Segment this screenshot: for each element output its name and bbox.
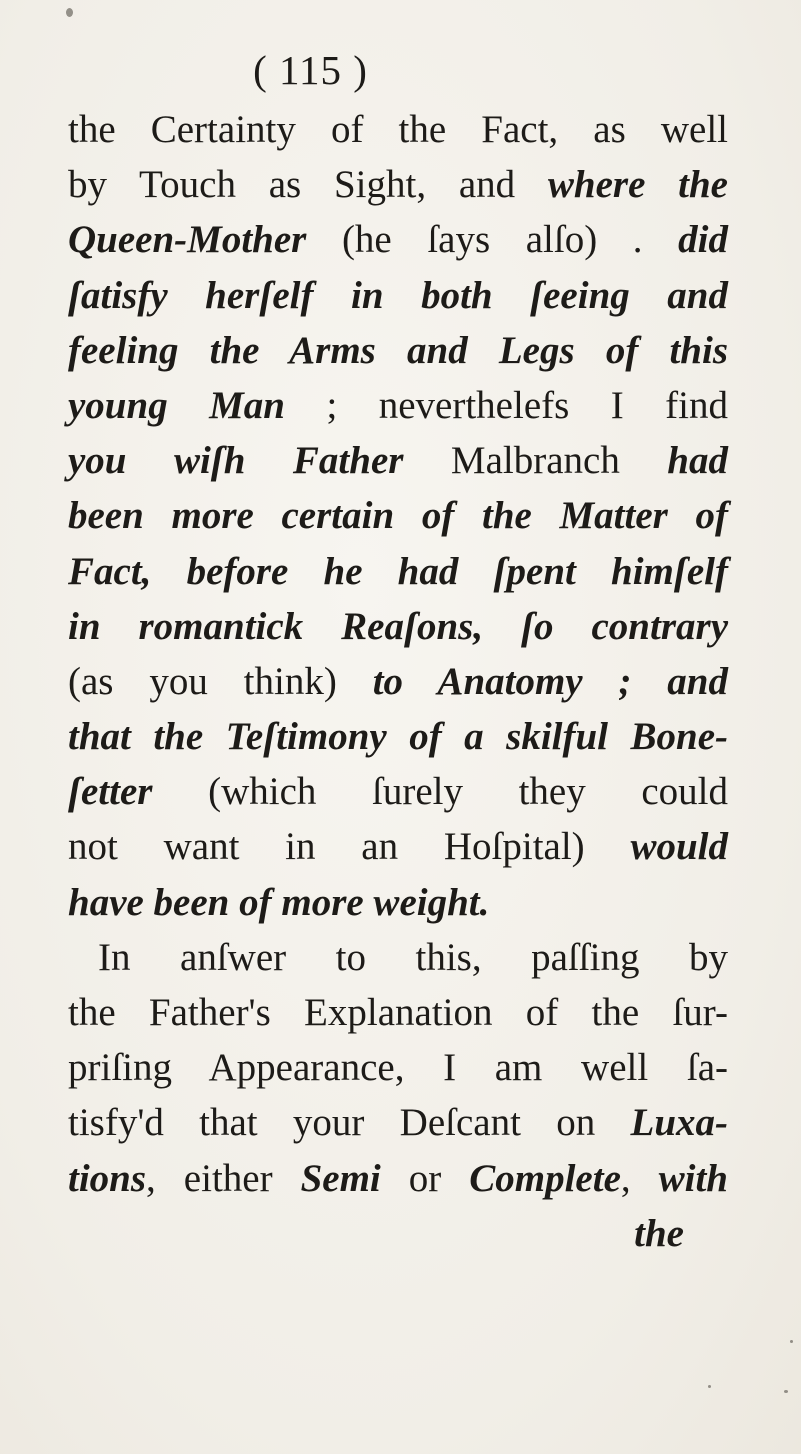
italic-run: would <box>630 825 728 869</box>
paper-speck <box>790 1340 793 1343</box>
catchword <box>68 1206 728 1261</box>
paper-speck <box>784 1390 788 1393</box>
text-line <box>68 654 728 709</box>
roman-run: , either <box>146 1156 301 1200</box>
italic-run: ſetter <box>68 770 153 814</box>
roman-run: , <box>620 1156 659 1200</box>
italic-run: Complete <box>469 1156 621 1200</box>
roman-run: (he ſays alſo) . <box>306 218 679 262</box>
italic-run: Semi <box>300 1156 381 1200</box>
italic-run: Fact, before he had ſpent himſelf <box>68 549 728 593</box>
text-line <box>68 930 728 985</box>
text-line <box>68 599 728 654</box>
italic-run: young Man <box>68 383 286 427</box>
roman-run: (which ſurely they could <box>152 770 728 814</box>
text-line <box>68 544 728 599</box>
text-line <box>68 1095 728 1150</box>
italic-run: with <box>658 1156 728 1200</box>
page-number: ( 115 ) <box>253 47 368 93</box>
roman-run: priſing Appearance, I am well ſa- <box>68 1046 728 1090</box>
italic-run: Queen-Mother <box>68 218 307 262</box>
roman-run: by Touch as Sight, and <box>68 163 548 207</box>
roman-run: the Father's Explanation of the ſur- <box>68 991 728 1034</box>
roman-run: not want in an Hoſpital) <box>68 825 631 869</box>
italic-run: did <box>678 218 728 262</box>
text-line <box>68 433 728 488</box>
text-line <box>68 268 728 323</box>
text-line <box>68 102 728 157</box>
paper-speck <box>66 8 73 17</box>
italic-run: feeling the Arms and Legs of this <box>68 328 728 372</box>
text-line <box>68 488 728 543</box>
italic-run: ſatisfy herſelf in both ſeeing and <box>68 273 728 317</box>
italic-run: the <box>634 1211 684 1255</box>
italic-run: have been of more weight. <box>68 880 490 924</box>
italic-run: Luxa- <box>630 1101 728 1145</box>
text-line <box>68 1151 728 1206</box>
text-line <box>68 1040 728 1095</box>
roman-run: or <box>380 1156 470 1200</box>
text-line <box>68 323 728 378</box>
italic-run: to Anatomy ; and <box>372 659 728 703</box>
text-line <box>68 875 728 930</box>
italic-run: that the Teſtimony of a skilful Bone- <box>68 715 728 759</box>
text-line <box>68 157 728 212</box>
roman-run: Malbranch <box>403 439 668 483</box>
italic-run: where the <box>547 163 728 207</box>
italic-run: been more certain of the Matter of <box>68 494 728 538</box>
italic-run: tions <box>68 1156 147 1200</box>
text-line <box>68 212 728 267</box>
italic-run: had <box>667 439 728 483</box>
paper-speck <box>708 1385 711 1388</box>
body-text <box>68 102 728 1261</box>
text-line <box>68 819 728 874</box>
roman-run: ; neverthelefs I find <box>285 383 728 427</box>
roman-run: tisfy'd that your Deſcant on <box>68 1101 631 1145</box>
italic-run: you wiſh Father <box>68 439 404 483</box>
roman-run: In anſwer to this, paſſing by <box>98 935 728 979</box>
text-line <box>68 764 728 819</box>
roman-run: the Certainty of the Fact, as well <box>68 108 728 151</box>
roman-run: (as you think) <box>68 659 373 703</box>
text-line <box>68 985 728 1040</box>
text-line <box>68 709 728 764</box>
text-line <box>68 378 728 433</box>
italic-run: in romantick Reaſons, ſo contrary <box>68 604 728 648</box>
